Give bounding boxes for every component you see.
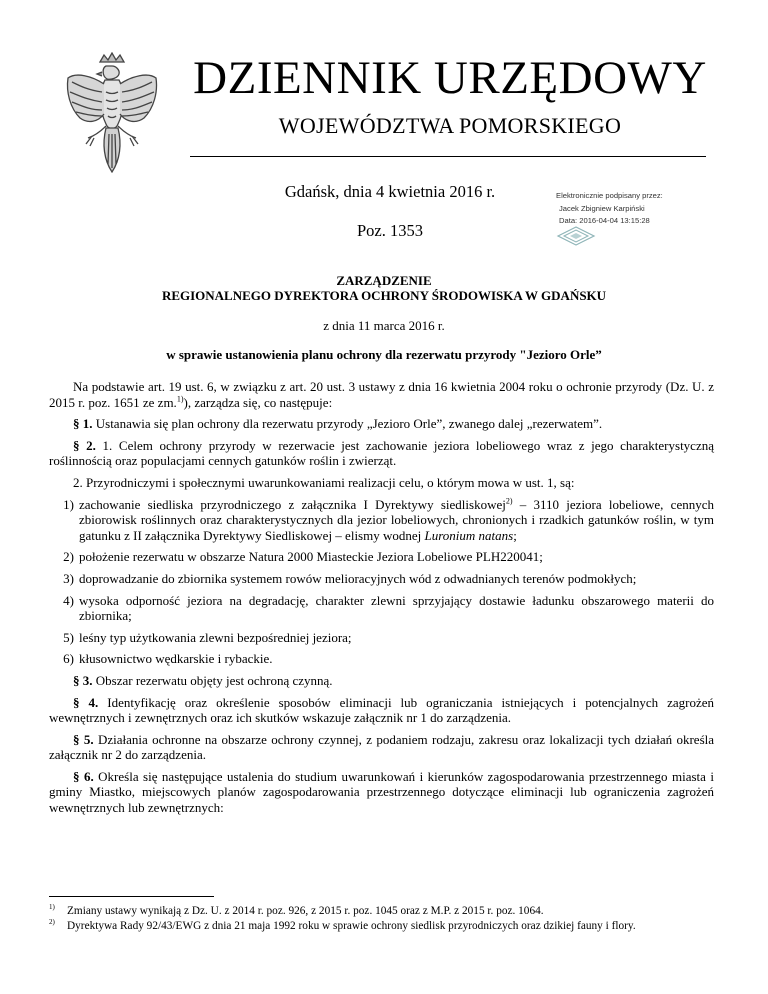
journal-subtitle: WOJEWÓDZTWA POMORSKIEGO (278, 113, 622, 138)
act-date: z dnia 11 marca 2016 r. (323, 318, 445, 333)
section-label: § 2. (73, 437, 96, 453)
section-label: § 4. (73, 694, 99, 710)
signature-seal-icon (556, 226, 596, 246)
position-number: Poz. 1353 (357, 221, 423, 240)
list-item: 5) leśny typ użytkowania zlewni bezpośredniej jeziora; (63, 629, 352, 645)
section-6: § 6. Określa się następujące ustalenia do studium uwarunkowań i kierunków zagospodarowania przestrzennego miasta i gminy Miastko, miejscowych planów zagospodarowania przestrzennego dotyczące eliminacji lub ograniczenia zagrożeń wewnętrznych lub zewnętrznych: (49, 768, 715, 816)
polish-eagle-icon (62, 52, 162, 176)
footnote-ref: 2) (505, 496, 513, 506)
section-3: § 3. Obszar rezerwatu objęty jest ochroną czynną. (73, 672, 333, 688)
header-divider (190, 156, 706, 157)
list-item: 2) położenie rezerwatu w obszarze Natura 2000 Miasteckie Jeziora Lobeliowe PLH220041; (63, 549, 543, 565)
signature-line-1: Elektronicznie podpisany przez: (556, 191, 663, 200)
document-body (49, 379, 714, 816)
section-2-paragraph-2: 2. Przyrodniczymi i społecznymi uwarunkowaniami realizacji celu, o którym mowa w ust. 1, są: (73, 474, 575, 490)
footnotes (49, 905, 714, 935)
signature-date: Data: 2016-04-04 13:15:28 (559, 216, 650, 225)
electronic-signature (556, 190, 663, 228)
list-item: 3) doprowadzanie do zbiornika systemem rowów melioracyjnych wód z odwadnianych terenów podmokłych; (63, 570, 637, 586)
footnote-divider (49, 896, 214, 897)
publication-place-date: Gdańsk, dnia 4 kwietnia 2016 r. (284, 182, 496, 201)
list-item: 1) zachowanie siedliska przyrodniczego z załącznika I Dyrektywy siedliskowej$^{2)}$ – 3110 jeziora lobeliowe, cennych zbiorowisk roślinnych oraz charakterystycznych dla jezior lobeliowych, chronionych i rzadkich gatunków roślin, w tym gatunku z II załącznika Dyrektywy Siedliskowej – elismy wodnej Luronium natans; (63, 496, 714, 543)
act-authority: REGIONALNEGO DYREKTORA OCHRONY ŚRODOWISKA W GDAŃSKU (161, 288, 607, 303)
footnote: $^{1)}$ Zmiany ustawy wynikają z Dz. U. z 2014 r. poz. 926, z 2015 r. poz. 1045 oraz z M.P. z 2015 r. poz. 1064. (49, 903, 544, 917)
section-label: § 1. (73, 416, 93, 432)
footnote-ref: 1) (176, 394, 184, 404)
act-type: ZARZĄDZENIE (336, 273, 432, 288)
act-subject: w sprawie ustanowienia planu ochrony dla rezerwatu przyrody "Jezioro Orle” (166, 347, 602, 362)
section-4: § 4. Identyfikację oraz określenie sposobów eliminacji lub ograniczania istniejących i potencjalnych zagrożeń wewnętrznych i zewnętrznych oraz ich skutków wskazuje załącznik nr 1 do zarządzenia. (49, 694, 715, 726)
signature-signer: Jacek Zbigniew Karpiński (559, 203, 645, 213)
section-5: § 5. Działania ochronne na obszarze ochrony czynnej, z podaniem rodzaju, zakresu oraz lokalizacji tych działań określa załącznik nr 2 do zarządzenia. (49, 731, 715, 763)
footnote: $^{2)}$ Dyrektywa Rady 92/43/EWG z dnia 21 maja 1992 roku w sprawie ochrony siedlisk przyrodniczych oraz dzikiej fauny i flory. (49, 918, 636, 933)
preamble: Na podstawie art. 19 ust. 6, w związku z art. 20 ust. 3 ustawy z dnia 16 kwietnia 2004 roku o ochronie przyrody (Dz. U. z 2015 r. poz. 1651 ze zm.$^{1)}$), zarządza się, co następuje: (49, 379, 714, 410)
list-item: 6) kłusownictwo wędkarskie i rybackie. (63, 651, 273, 667)
list-item: 4) wysoka odporność jeziora na degradację, charakter zlewni sprzyjający dostawie ładunku obszarowego materii do zbiornika; (63, 592, 714, 624)
section-label: § 3. (73, 672, 93, 688)
section-1: § 1. Ustanawia się plan ochrony dla rezerwatu przyrody „Jezioro Orle”, zwanego dalej „rezerwatem”. (73, 416, 603, 432)
journal-title: DZIENNIK URZĘDOWY (193, 52, 707, 104)
section-label: § 6. (73, 768, 94, 784)
section-2: § 2. 1. Celem ochrony przyrody w rezerwacie jest zachowanie jeziora lobeliowego wraz z jego charakterystyczną roślinnością oraz populacjami cennych gatunków roślin i zwierząt. (49, 437, 714, 469)
section-label: § 5. (73, 731, 94, 747)
